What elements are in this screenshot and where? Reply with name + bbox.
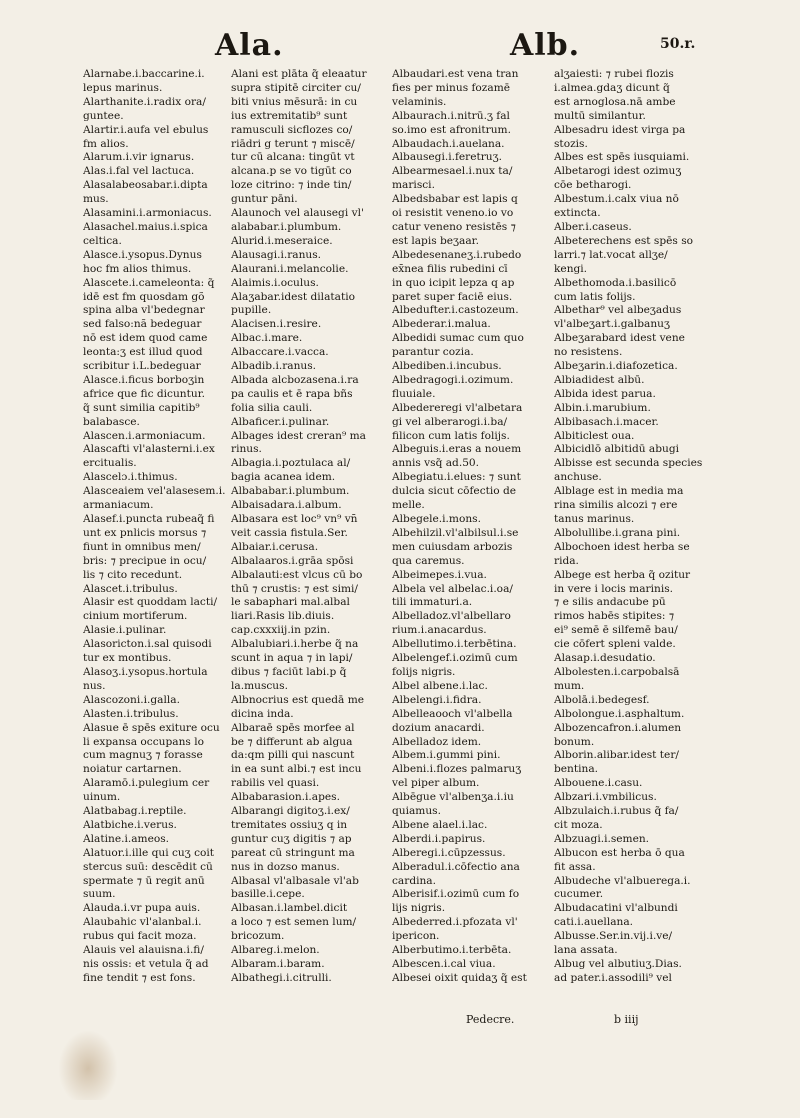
text-line: multū similantur. — [554, 109, 646, 122]
text-line: Albada alcbozasena.i.ra — [231, 373, 359, 386]
text-line: gi vel alberarogi.i.ba/ — [392, 415, 508, 428]
text-line: cōe betharogi. — [554, 179, 632, 192]
text-line: bonum. — [554, 735, 595, 748]
text-line: Albudeche vl'albuerega.i. — [554, 874, 691, 887]
text-column-3 — [392, 68, 552, 986]
text-line: Albesei oixit quidaʒ q̃ est — [392, 971, 527, 984]
text-line: guntur pāni. — [231, 193, 298, 206]
text-line: celtica. — [83, 234, 122, 247]
text-line: vel piper album. — [392, 777, 480, 790]
text-line: Albibasach.i.macer. — [554, 415, 659, 428]
text-line: Albeni.i.flozes palmaruʒ — [392, 763, 522, 776]
text-line: Albeguis.i.eras a nouem — [392, 443, 522, 456]
text-line: Albedesenaneʒ.i.rubedo — [392, 248, 522, 261]
text-line: fine tendit ⁊ est fons. — [83, 971, 196, 984]
text-line: tremitates ossiuʒ q in — [231, 818, 348, 831]
text-line: Albochoen idest herba se — [554, 540, 690, 553]
text-line: Albegele.i.mons. — [392, 513, 481, 525]
text-line: tur ex montibus. — [83, 652, 172, 665]
text-line: rimos habēs stipites: ⁊ — [554, 610, 675, 623]
text-line: Alasceaiem vel'alasesem.i. — [83, 485, 226, 498]
text-line: le sabaphari mal.albal — [231, 596, 350, 609]
text-line: Albaficer.i.pulinar. — [231, 415, 330, 428]
text-line: Alberadul.i.cōfectio ana — [392, 860, 520, 873]
text-line: Albolā.i.bedegesf. — [554, 693, 650, 706]
text-line: suum. — [83, 888, 116, 901]
text-line: Albalauti:est vlcus cū bo — [231, 568, 363, 581]
text-line: annis vsq̃ ad.50. — [392, 457, 480, 470]
text-line: pupille. — [231, 304, 272, 317]
text-line: Albege est herba q̃ ozitur — [554, 568, 691, 581]
running-head-middle: Alb. — [510, 28, 581, 63]
text-line: Albaiar.i.cerusa. — [231, 540, 319, 553]
text-line: Albaraē spēs morfee al — [231, 721, 355, 734]
text-line: Albethar⁹ vel albeʒadus — [554, 304, 682, 317]
text-line: Alatuor.i.ille qui cuʒ coit — [83, 846, 215, 859]
text-line: ipericon. — [392, 930, 440, 943]
text-line: Albasal vl'albasale vl'ab — [231, 874, 359, 887]
text-line: Alatbiche.i.verus. — [83, 818, 177, 831]
text-line: Alberbutimo.i.terbēta. — [392, 944, 512, 957]
text-line: supra stipitē circiter cu/ — [231, 81, 361, 94]
text-line: Alacisen.i.resire. — [231, 318, 322, 331]
text-line: lana assata. — [554, 944, 618, 957]
text-column-1 — [83, 68, 243, 986]
text-line: Alatbabag.i.reptile. — [83, 805, 187, 818]
text-line: ex̄nea filis rubedini cī — [392, 262, 508, 275]
text-line: fit assa. — [554, 860, 596, 873]
text-line: Albasara est loc⁹ vn⁹ vn̄ — [231, 513, 358, 525]
text-line: rina similis alcozi ⁊ ere — [554, 499, 678, 512]
text-line: Albac.i.mare. — [231, 332, 303, 345]
text-line: Albēgue vl'albenʒa.i.iu — [392, 791, 514, 804]
signature-block — [466, 1013, 639, 1026]
text-line: Alani est plāta q̃ eleaatur — [231, 68, 367, 80]
text-column-2 — [231, 68, 391, 986]
text-line: Alascelɔ.i.thimus. — [83, 471, 178, 484]
text-line: Albethomoda.i.basilicō — [554, 276, 677, 289]
text-line: fies per minus fozamē — [392, 81, 511, 94]
text-line: tili immaturi.a. — [392, 596, 473, 609]
text-line: Albeterechens est spēs so — [554, 234, 694, 247]
text-line: rubus qui facit moza. — [83, 930, 197, 943]
text-line: Albaccare.i.vacca. — [231, 346, 329, 359]
text-line: cardina. — [392, 874, 436, 887]
text-line: quiamus. — [392, 805, 441, 818]
text-line: Alaubahic vl'alanbal.i. — [83, 916, 202, 929]
text-line: in quo icipit lepza q ap — [392, 276, 515, 289]
text-line: basille.i.cepe. — [231, 888, 305, 901]
text-line: Alasachel.maius.i.spica — [83, 220, 208, 233]
text-line: bricozum. — [231, 930, 285, 943]
text-line: in vere i locis marinis. — [554, 582, 674, 595]
text-line: so.imo est afronitrum. — [392, 123, 511, 136]
text-line: Alasamini.i.armoniacus. — [83, 207, 212, 220]
text-line: Alasalabeosabar.i.dipta — [83, 179, 208, 192]
text-line: fluuiale. — [392, 387, 436, 400]
text-line: Albaudari.est vena tran — [392, 68, 519, 80]
text-line: parantur cozia. — [392, 346, 474, 359]
text-line: marisci. — [392, 179, 435, 192]
text-line: spermate ⁊ ū regit anū — [83, 874, 205, 887]
text-line: Alasoʒ.i.ysopus.hortula — [83, 665, 208, 678]
text-line: noiatur cartarnen. — [83, 763, 182, 776]
text-line: li expansa occupans lo — [83, 735, 204, 748]
text-line: veit cassia fistula.Ser. — [231, 526, 348, 539]
text-line: Albozencafron.i.alumen — [554, 721, 682, 734]
text-line: Albzari.i.vmbilicus. — [554, 791, 657, 804]
text-line: Albucon est herba ō qua — [554, 846, 685, 859]
text-line: Albida idest parua. — [554, 387, 656, 400]
text-line: Albene alael.i.lac. — [392, 818, 488, 831]
text-line: unt ex pnlicis morsus ⁊ — [83, 526, 207, 539]
text-line: Albiadidest albū. — [554, 373, 645, 386]
text-line: dulcia sicut cōfectio de — [392, 485, 517, 498]
text-line: alʒaiesti: ⁊ rubei flozis — [554, 68, 674, 80]
text-line: Albelladoz idem. — [392, 735, 482, 748]
text-line: thū ⁊ crustis: ⁊ est simi/ — [231, 582, 358, 595]
text-line: men cuiusdam arbozis — [392, 540, 513, 553]
text-line: extincta. — [554, 207, 601, 220]
text-line: Albela vel albelac.i.oa/ — [392, 582, 513, 595]
text-line: be ⁊ differunt ab algua — [231, 735, 353, 748]
text-line: Alaunoch vel alausegi vl' — [231, 207, 364, 220]
text-line: vl'albeʒart.i.galbanuʒ — [554, 318, 670, 331]
text-line: Albelengi.i.fidra. — [392, 693, 482, 706]
text-line: Alaimis.i.oculus. — [231, 276, 319, 289]
text-line: Albaisadara.i.album. — [231, 499, 342, 512]
text-line: oi resistit veneno.io vo — [392, 207, 514, 220]
text-line: Albadib.i.ranus. — [231, 360, 317, 373]
text-line: lijs nigris. — [392, 902, 446, 915]
signature-mark: b iiij — [614, 1013, 639, 1026]
text-line: lepus marinus. — [83, 81, 163, 94]
text-line: loze citrino: ⁊ inde tin/ — [231, 179, 352, 192]
text-line: balabasce. — [83, 415, 140, 428]
text-line: Albaudach.i.auelana. — [392, 137, 505, 150]
text-line: est arnoglosa.nā ambe — [554, 95, 676, 108]
text-line: biti vnius mēsurā: in cu — [231, 95, 358, 108]
text-line: Alatine.i.ameos. — [83, 832, 170, 845]
text-line: Alborin.alibar.idest ter/ — [554, 749, 679, 762]
text-line: Albeʒarin.i.diafozetica. — [554, 360, 678, 373]
paper-stain — [58, 1030, 118, 1100]
text-line: armaniacum. — [83, 499, 154, 512]
text-line: Albedidi sumac cum quo — [392, 332, 524, 345]
text-line: Alberisif.i.ozimū cum fo — [392, 888, 520, 901]
text-line: riādri g terunt ⁊ miscē/ — [231, 137, 355, 150]
text-line: bagia acanea idem. — [231, 471, 336, 484]
text-line: Alasoricton.i.sal quisodi — [83, 638, 212, 651]
text-line: Albeimepes.i.vua. — [392, 568, 487, 581]
text-line: Albalubiari.i.herbe q̃ na — [231, 638, 359, 651]
text-line: stozis. — [554, 137, 588, 150]
text-line: Albasan.i.lambel.dicit — [231, 902, 348, 915]
text-line: Albedufter.i.castozeum. — [392, 304, 519, 317]
text-line: scunt in aqua ⁊ in lapi/ — [231, 652, 353, 665]
text-line: Albederar.i.malua. — [392, 318, 491, 331]
text-line: Alascet.i.tribulus. — [83, 582, 178, 595]
text-line: est lapis beʒaar. — [392, 234, 479, 247]
text-line: hoc fm alios thimus. — [83, 262, 192, 275]
text-line: Albelladoz.vl'albellaro — [392, 610, 511, 623]
text-line: cum latis folijs. — [554, 290, 636, 303]
text-line: Alascete.i.cameleonta: q̃ — [83, 276, 215, 289]
text-line: la.muscus. — [231, 679, 288, 692]
text-line: rida. — [554, 554, 579, 567]
text-line: cie cōfert spleni valde. — [554, 638, 676, 651]
text-line: Alausagi.i.ranus. — [231, 248, 322, 261]
text-line: ius extremitatib⁹ sunt — [231, 109, 348, 122]
text-line: tanus marinus. — [554, 513, 635, 525]
text-line: Alasten.i.tribulus. — [83, 707, 179, 720]
text-line: Alartir.i.aufa vel ebulus — [83, 123, 209, 136]
text-line: Alber.i.caseus. — [554, 220, 632, 233]
text-line: paret super faciē eius. — [392, 290, 513, 303]
text-line: scribitur i.L.bedeguar — [83, 360, 201, 373]
text-line: Albes est spēs iusquiami. — [554, 151, 690, 164]
text-line: lis ⁊ cito recedunt. — [83, 568, 183, 581]
text-line: africe que fic dicuntur. — [83, 387, 205, 400]
text-line: Alascozoni.i.galla. — [83, 693, 180, 706]
text-line: cit moza. — [554, 818, 603, 831]
text-line: Albudacatini vl'albundi — [554, 902, 678, 915]
text-line: no resistens. — [554, 346, 623, 359]
text-line: ⁊ e silis andacube pū — [554, 596, 666, 609]
text-line: Albelleaooch vl'albella — [392, 707, 513, 720]
text-line: Alasef.i.puncta rubeaq̃ fi — [83, 513, 215, 525]
text-line: Alberdi.i.papirus. — [392, 832, 486, 845]
text-line: filicon cum latis folijs. — [392, 429, 510, 442]
text-line: in ea sunt albi.⁊ est incu — [231, 763, 362, 776]
text-line: sed falso:nã bedeguar — [83, 318, 202, 331]
text-line: rabilis vel quasi. — [231, 777, 320, 790]
text-line: Albederred.i.pfozata vl' — [392, 916, 518, 929]
text-line: Albediben.i.incubus. — [392, 360, 502, 373]
text-line: dozium anacardi. — [392, 721, 485, 734]
text-line: velaminis. — [392, 95, 447, 108]
text-line: Alurid.i.meseraice. — [231, 234, 333, 247]
text-line: spina alba vl'bedegnar — [83, 304, 205, 317]
text-line: nis ossis: et vetula q̃ ad — [83, 958, 209, 970]
text-line: Alauis vel alauisna.i.fi/ — [83, 944, 204, 957]
text-line: Albolesten.i.carpobalsā — [554, 665, 680, 678]
running-head-left: Ala. — [215, 28, 284, 63]
text-line: qua caremus. — [392, 554, 465, 567]
text-line: Alarum.i.vir ignarus. — [83, 151, 195, 164]
text-line: Albestum.i.calx viua nō — [554, 193, 679, 206]
text-line: Albalaaros.i.grāa spōsi — [231, 554, 354, 567]
text-line: dibus ⁊ faciūt labi.p q̃ — [231, 665, 347, 678]
text-line: Albescen.i.cal viua. — [392, 958, 496, 970]
text-line: Albaurach.i.nitrū.ʒ fal — [392, 109, 510, 122]
text-line: Albearmesael.i.nux ta/ — [392, 165, 513, 178]
text-line: idē est fm quosdam gõ — [83, 290, 205, 303]
text-line: Albegiatu.i.elues: ⁊ sunt — [392, 471, 521, 484]
text-line: i.almea.gdaʒ dicunt q̃ — [554, 81, 670, 94]
text-line: Albedereregi vl'albetara — [392, 401, 523, 414]
text-line: bentina. — [554, 763, 599, 776]
text-line: tur cū alcana: tingūt vt — [231, 151, 355, 164]
text-line: ercitualis. — [83, 457, 137, 470]
text-line: larri.⁊ lat.vocat allʒe/ — [554, 248, 668, 261]
catchword: Pedecre. — [466, 1013, 515, 1026]
text-line: Albellutimo.i.terbētina. — [392, 638, 517, 651]
text-line: Alasce.i.ficus borboʒin — [83, 373, 205, 386]
text-line: Alascen.i.armoniacum. — [83, 429, 206, 442]
text-line: Albolongue.i.asphaltum. — [554, 707, 685, 720]
text-line: catur veneno resistēs ⁊ — [392, 220, 516, 233]
folio-number: 50.r. — [660, 36, 696, 52]
text-line: melle. — [392, 499, 425, 512]
text-line: kengi. — [554, 262, 588, 275]
text-line: Albedsbabar est lapis q — [392, 193, 518, 206]
text-line: Albagia.i.poztulaca al/ — [231, 457, 351, 470]
text-line: ei⁹ semē ē silfemē bau/ — [554, 624, 678, 637]
text-line: uinum. — [83, 791, 121, 804]
text-line: nō est idem quod came — [83, 332, 208, 345]
text-line: cum magnuʒ ⁊ forasse — [83, 749, 203, 762]
text-line: Albiticlest oua. — [554, 429, 635, 442]
text-line: leonta:ʒ est illud quod — [83, 346, 203, 359]
text-line: Albeʒarabard idest vene — [554, 332, 685, 345]
text-line: Albicidlō albitidū abugi — [554, 443, 680, 456]
text-column-4 — [554, 68, 714, 986]
text-line: ad pater.i.assodili⁹ vel — [554, 971, 672, 984]
text-line: mum. — [554, 679, 585, 692]
text-line: Alasue ē spēs exiture ocu — [83, 721, 220, 734]
text-line: anchuse. — [554, 471, 602, 484]
text-line: q̃ sunt similia capitib⁹ — [83, 401, 200, 414]
text-line: Albedragogi.i.ozimum. — [392, 373, 514, 386]
text-line: Albusse.Ser.in.vij.i.ve/ — [554, 930, 673, 943]
text-line: Alberegi.i.cūpzessus. — [392, 846, 506, 859]
text-line: Albausegi.i.feretruʒ. — [392, 151, 502, 164]
text-line: Alaʒabar.idest dilatatio — [231, 290, 355, 303]
text-line: Albarangi digitoʒ.i.ex/ — [231, 805, 350, 818]
text-line: guntee. — [83, 109, 124, 122]
text-line: mus. — [83, 193, 109, 206]
text-line: cinium mortiferum. — [83, 610, 188, 623]
text-line: Albel albene.i.lac. — [392, 679, 488, 692]
text-line: Albages idest creran⁹ ma — [231, 429, 366, 442]
text-line: alcana.p se vo tigūt co — [231, 165, 352, 178]
text-line: cap.cxxxiij.in pzin. — [231, 624, 331, 637]
text-line: Albesadru idest virga pa — [554, 123, 686, 136]
text-line: ramusculi sicflozes co/ — [231, 123, 353, 136]
text-line: Alarthanite.i.radix ora/ — [83, 95, 206, 108]
text-line: fm alios. — [83, 137, 129, 150]
text-line: Alarnabe.i.baccarine.i. — [83, 68, 205, 80]
text-line: Albzulaich.i.rubus q̃ fa/ — [554, 805, 679, 818]
text-line: Albabarasion.i.apes. — [231, 791, 340, 804]
text-line: Albouene.i.casu. — [554, 777, 643, 790]
text-line: Albaram.i.baram. — [231, 958, 325, 970]
text-line: bris: ⁊ precipue in ocu/ — [83, 554, 207, 567]
text-line: Albin.i.marubium. — [554, 401, 651, 414]
text-line: alababar.i.plumbum. — [231, 220, 342, 233]
text-line: Albolullibe.i.grana pini. — [554, 526, 681, 539]
text-line: Alascafti vl'alasterni.i.ex — [83, 443, 215, 456]
text-line: Albug vel albutiuʒ.Dias. — [554, 958, 682, 970]
text-line: Alasap.i.desudatio. — [554, 652, 656, 665]
text-line: fiunt in omnibus men/ — [83, 540, 201, 553]
text-line: dicina inda. — [231, 707, 294, 720]
text-line: pa caulis et ē rapa bñs — [231, 387, 353, 400]
text-line: cucumer. — [554, 888, 604, 901]
text-line: Alasir est quoddam lacti/ — [83, 596, 218, 609]
text-line: Albnocrius est quedā me — [231, 693, 365, 706]
text-line: Albem.i.gummi pini. — [392, 749, 501, 762]
text-line: Alauda.i.vr pupa auis. — [83, 902, 201, 915]
text-line: Alasie.i.pulinar. — [83, 624, 167, 637]
text-line: Albathegi.i.citrulli. — [231, 971, 332, 984]
text-line: liari.Rasis lib.diuis. — [231, 610, 335, 623]
text-line: Albetarogi idest ozimuʒ — [554, 165, 682, 178]
text-line: rinus. — [231, 443, 262, 456]
text-line: Alasce.i.ysopus.Dynus — [83, 248, 202, 261]
text-line: Alas.i.fal vel lactuca. — [83, 165, 195, 178]
text-line: Alaramō.i.pulegium cer — [83, 777, 210, 790]
text-line: Albisse est secunda species — [554, 457, 703, 470]
text-line: nus in dozso manus. — [231, 860, 340, 873]
text-line: pareat cū stringunt ma — [231, 846, 355, 859]
text-line: folijs nigris. — [392, 665, 456, 678]
text-line: guntur cuʒ digitis ⁊ ap — [231, 832, 352, 845]
text-line: Albehilzil.vl'albilsul.i.se — [392, 526, 519, 539]
text-line: folia silia cauli. — [231, 401, 313, 414]
text-line: rium.i.anacardus. — [392, 624, 487, 637]
text-line: Albelengef.i.ozimū cum — [392, 652, 518, 665]
text-line: Alaurani.i.melancolie. — [231, 262, 349, 275]
text-line: Albareg.i.melon. — [231, 944, 320, 957]
text-line: cati.i.auellana. — [554, 916, 634, 929]
text-line: Alblage est in media ma — [554, 485, 684, 498]
text-line: da:qm pilli qui nascunt — [231, 749, 355, 762]
text-line: stercus suū: descēdit cū — [83, 860, 213, 873]
text-line: Albzuagi.i.semen. — [554, 832, 650, 845]
text-line: a loco ⁊ est semen lum/ — [231, 916, 357, 929]
text-line: Albababar.i.plumbum. — [231, 485, 350, 498]
text-line: nus. — [83, 679, 106, 692]
